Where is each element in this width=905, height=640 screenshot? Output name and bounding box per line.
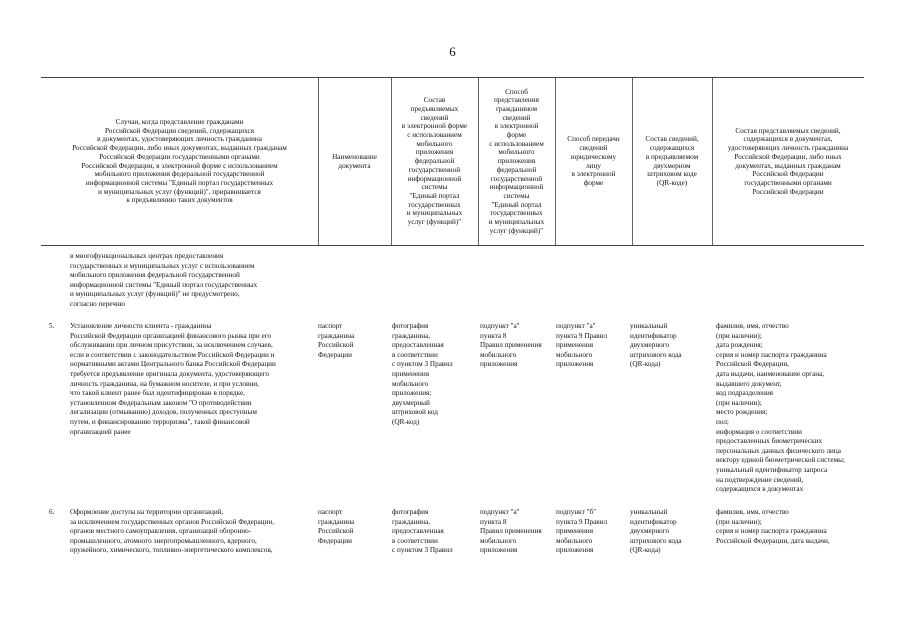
row-transfer: подпункт "б" пункта 9 Правил применения мобильного приложения xyxy=(556,508,608,555)
header-qr-composition: Состав сведений, содержащихся в предъявляемом двухмерном штриховом коде (QR-коде) xyxy=(645,135,699,187)
row-method: подпункт "а" пункта 8 Правил применения мобильного приложения xyxy=(480,322,542,369)
header-provided-info: Состав представляемых сведений, содержащихся в документах, удостоверяющих личность гражданина Российской Федерации, либо иных документах, выданных гражданам Российской Федерации государственными органами Российской Федерации xyxy=(727,126,849,196)
header-cases: Случаи, когда представление гражданами Российской Федерации сведений, содержащихся в документах, удостоверяющих личность гражданина Российской Федерации, либо иных документах, выданных гражданам Российской Федерации государственными органами Российской Федерации, в электронной форме с использованием мобильного приложения федеральной государственной информационной системы "Единый портал государственных и муниципальных услуг (функций)", приравнивается к предъявлению таких документов xyxy=(72,117,287,205)
continuation-text: в многофункциональных центрах предоставления государственных и муниципальных услуг с использованием мобильного приложения федеральной государственной информационной системы "Единый портал государственных и муниципальных услуг (функций)" не предусмотрено, согласно перечню xyxy=(70,252,258,308)
header-composition: Состав предъявляемых сведений в электронной форме с использованием мобильного приложения федеральной государственной информационной системы "Единый портал государственных и муниципальных услуг (функций)" xyxy=(401,96,468,227)
row-qr: уникальный идентификатор двухмерного штрихового кода (QR-кода) xyxy=(630,508,682,555)
row-transfer: подпункт "а" пункта 9 Правил применения мобильного приложения xyxy=(556,322,608,369)
row-number: 6. xyxy=(49,508,55,516)
row-info: фамилия, имя, отчество (при наличии); серия и номер паспорта гражданина Российской Федерации, дата выдачи, xyxy=(716,508,830,545)
row-number: 5. xyxy=(49,322,55,330)
page-number: 6 xyxy=(449,44,456,59)
row-qr: уникальный идентификатор двухмерного штрихового кода (QR-кода) xyxy=(630,322,682,369)
header-submission-method: Способ представления гражданином сведений в электронной форме с использованием мобильного приложения федеральной государственной информационной системы "Единый портал государственных и муниципальных услуг (функций)" xyxy=(488,87,545,235)
row-document: паспорт гражданина Российской Федерации xyxy=(318,322,355,359)
row-composition: фотография гражданина, предоставленная в соответствии с пунктом 3 Правил применения мобильного приложения; двухмерный штриховой код (QR-код) xyxy=(392,322,453,426)
header-document-name: Наименование документа xyxy=(332,152,377,170)
table-header xyxy=(41,77,864,246)
row-case: Установление личности клиента - гражданина Российской Федерации организацией финансового рынка при его обслуживании при личном присутствии, за исключением случаев, если в соответствии с законодательством Российской Федерации и нормативными актами Центрального банка Российской Федерации требуется предъявление оригинала документа, удостоверяющего личность гражданина, на бумажном носителе, и при условии, что такой клиент ранее был идентифицирован в порядке, установленном Федеральным законом "О противодействии легализации (отмыванию) доходов, полученных преступным путем, и финансированию терроризма", такой финансовой организацией ранее xyxy=(70,322,276,436)
header-transfer-method: Способ передачи сведений юридическому лицу в электронной форме xyxy=(567,135,620,187)
row-composition: фотография гражданина, предоставленная в соответствии с пунктом 3 Правил xyxy=(392,508,453,555)
row-method: подпункт "а" пункта 8 Правил применения мобильного приложения xyxy=(480,508,542,555)
row-info: фамилия, имя, отчество (при наличии); дата рождения; серия и номер паспорта гражданина Российской Федерации, дата выдачи, наименование органа, выдавшего документ, код подразделения (при наличии); место рождения; пол; информация о соответствии предоставленных биометрических персональных данных физического лица вектору единой биометрической системы; уникальный идентификатор запроса на подтверждение сведений, содержащихся в документах xyxy=(716,322,845,494)
row-document: паспорт гражданина Российской Федерации xyxy=(318,508,355,545)
row-case: Оформление доступа на территории организаций, за исключением государственных органов Российской Федерации, органов местного самоуправления, организаций оборонно- промышленного, атомного энергопромышленного, ядерного, оружейного, химического, топливно-энергетического комплексов, xyxy=(70,508,274,555)
